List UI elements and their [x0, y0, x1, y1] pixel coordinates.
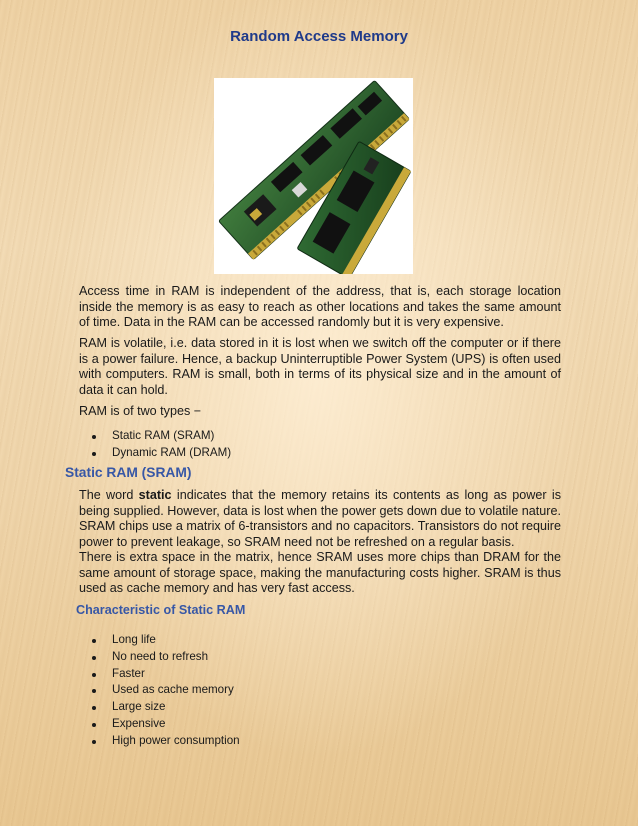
- static-description-text: indicates that the memory retains its contents as long as power is being supplied. However, data is lost when the power gets down due to volatile nature. SRAM chips use a matrix of 6-transistors and no capacitors. Transistors do not require power to prevent leakage, so SRAM need not be refreshed on a regular basis.: [79, 488, 561, 549]
- ram-modules-image: [214, 78, 413, 274]
- static-keyword: static: [138, 488, 172, 502]
- paragraph-two-types: RAM is of two types −: [79, 404, 202, 418]
- list-item: Large size: [78, 699, 240, 716]
- list-item: Static RAM (SRAM): [78, 428, 231, 445]
- heading-characteristic: Characteristic of Static RAM: [76, 603, 246, 617]
- list-item: Dynamic RAM (DRAM): [78, 445, 231, 462]
- paragraph-volatile: RAM is volatile, i.e. data stored in it is lost when we switch off the computer or if there is a power failure. Hence, a backup Uninterruptible Power System (UPS) is often used with computers. RAM is small, both in terms of its physical size and in the amount of data it can hold.: [79, 336, 561, 397]
- list-item: Long life: [78, 632, 240, 649]
- list-item: High power consumption: [78, 733, 240, 750]
- characteristics-list: [78, 632, 240, 750]
- list-item: Faster: [78, 666, 240, 683]
- page-title: Random Access Memory: [230, 28, 408, 45]
- list-item: No need to refresh: [78, 649, 240, 666]
- static-intro-text: The word: [79, 488, 139, 502]
- paragraph-static-word: [79, 488, 561, 550]
- ram-types-list: [78, 428, 231, 462]
- list-item: Expensive: [78, 716, 240, 733]
- list-item: Used as cache memory: [78, 682, 240, 699]
- ram-modules-illustration: [214, 78, 413, 274]
- heading-static-ram: Static RAM (SRAM): [65, 465, 192, 480]
- paragraph-access-time: Access time in RAM is independent of the address, that is, each storage location inside the memory is as easy to reach as other locations and takes the same amount of time. Data in the RAM can be accessed randomly but it is very expensive.: [79, 284, 561, 329]
- paragraph-extra-space: There is extra space in the matrix, hence SRAM uses more chips than DRAM for the same amount of storage space, making the manufacturing costs higher. SRAM is thus used as cache memory and has very fast access.: [79, 550, 561, 595]
